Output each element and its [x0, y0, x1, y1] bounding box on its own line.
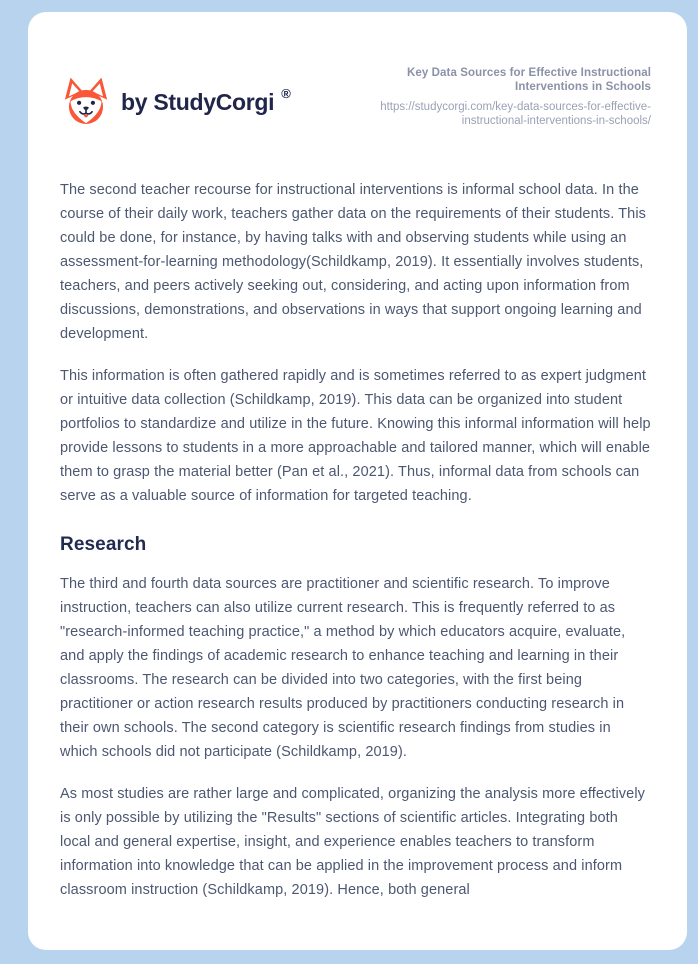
- document-meta: [339, 66, 651, 128]
- document-title: Key Data Sources for Effective Instructional Interventions in Schools: [406, 67, 651, 93]
- studycorgi-logo: [60, 76, 293, 128]
- paragraph-research-1: The third and fourth data sources are practitioner and scientific research. To improve instruction, teachers can also utilize current research. This is frequently referred to as "research-informed teaching practice," a method by which educators acquire, evaluate, and apply the findings of academic research to enhance teaching and learning in their classrooms. The research can be divided into two categories, with the first being practitioner or action research results produced by practitioners conducting research in their own schools. The second category is scientific research findings from studies in which schools did not participate (Schildkamp, 2019).: [60, 576, 626, 760]
- registered-trademark-icon: ®: [281, 85, 291, 101]
- section-heading-research: Research: [60, 534, 147, 555]
- document-header: [60, 66, 651, 128]
- document-card: [28, 12, 687, 950]
- document-url-link[interactable]: https://studycorgi.com/key-data-sources-for-effective-instructional-interventions-in-schools/: [380, 101, 651, 127]
- corgi-face-icon: [60, 76, 112, 128]
- paragraph-research-2: As most studies are rather large and complicated, organizing the analysis more effectively is only possible by utilizing the "Results" sections of scientific articles. Integrating both local and general expertise, insight, and experience enables teachers to transform information into knowledge that can be applied in the improvement process and inform classroom instruction (Schildkamp, 2019). Hence, both general: [60, 786, 645, 898]
- paragraph-informal-data-2: This information is often gathered rapidly and is sometimes referred to as expert judgment or intuitive data collection (Schildkamp, 2019). This data can be organized into student portfolios to standardize and utilize in the future. Knowing this informal information will help provide lessons to students in a more approachable and tailored manner, which will enable them to grasp the material better (Pan et al., 2021). Thus, informal data from schools can serve as a valuable source of information for targeted teaching.: [60, 368, 651, 504]
- article-body: [60, 178, 651, 902]
- brand-text: by StudyCorgi: [121, 88, 275, 115]
- paragraph-informal-data-1: The second teacher recourse for instructional interventions is informal school data. In the course of their daily work, teachers gather data on the requirements of their students. This could be done, for instance, by having talks with and observing students while using an assessment-for-learning methodology(Schildkamp, 2019). It essentially involves students, teachers, and peers actively seeking out, considering, and acting upon information from discussions, demonstrations, and observations in ways that support ongoing learning and development.: [60, 182, 647, 342]
